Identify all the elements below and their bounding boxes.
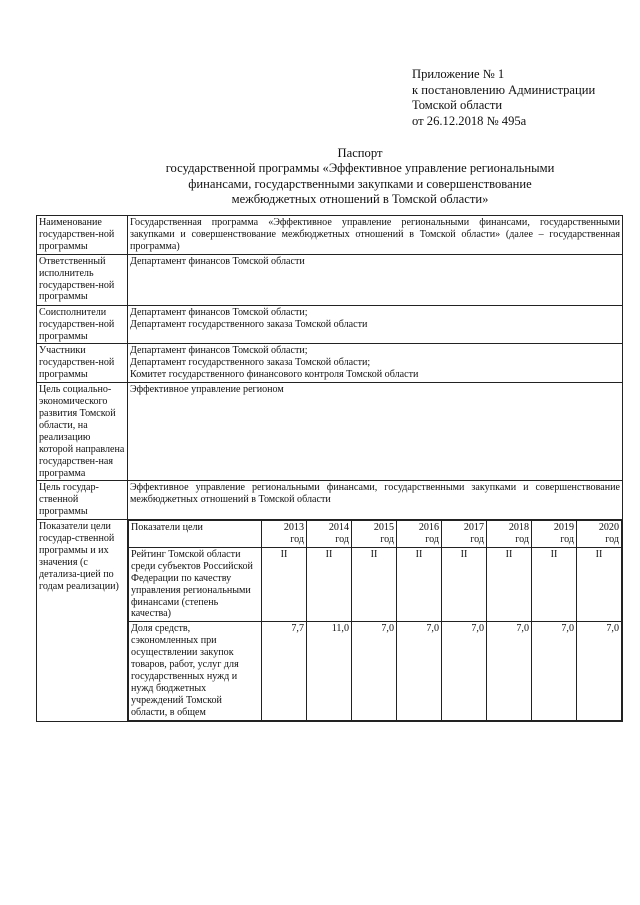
row-program-name	[37, 216, 623, 255]
year-2015-header: 2015 год	[352, 521, 397, 548]
indicator-rating-2016: II	[397, 547, 442, 621]
indicator-rating-2013: II	[262, 547, 307, 621]
row-program-goal	[37, 481, 623, 520]
row-participants	[37, 344, 623, 383]
executor-label: Ответственный исполнитель государствен-ной программы	[37, 254, 128, 305]
year-2013-header: 2013 год	[262, 521, 307, 548]
appendix-line-4: от 26.12.2018 № 495а	[412, 113, 527, 128]
indicator-rating-2020: II	[577, 547, 622, 621]
coexecutors-label: Соисполнители государствен-ной программы	[37, 305, 128, 344]
indicator-rating-2019: II	[532, 547, 577, 621]
passport-heading: Паспорт	[337, 146, 383, 160]
appendix-line-2: к постановлению Администрации	[412, 82, 596, 97]
program-name-label: Наименование государствен-ной программы	[37, 216, 128, 255]
indicator-row-savings	[129, 622, 622, 720]
passport-title-line-1: государственной программы «Эффективное управление региональными	[165, 161, 555, 176]
program-name-value: Государственная программа «Эффективное управление региональными финансами, государственными закупками и совершенствование межбюджетных отношений в Томской области» (далее – государственная программа)	[128, 216, 623, 255]
coexecutor-2: Департамент государственного заказа Томской области	[130, 318, 368, 330]
indicator-savings-2018: 7,0	[487, 622, 532, 720]
participant-2: Департамент государственного заказа Томской области;	[130, 357, 371, 369]
participant-1: Департамент финансов Томской области;	[130, 345, 308, 357]
indicator-rating-2017: II	[442, 547, 487, 621]
indicator-savings-2017: 7,0	[442, 622, 487, 720]
coexecutors-value	[128, 305, 623, 344]
passport-title-line-3: межбюджетных отношений в Томской области»	[231, 191, 489, 206]
appendix-line-3: Томской области	[412, 98, 503, 112]
indicator-row-rating	[129, 547, 622, 621]
indicators-table	[128, 520, 622, 721]
row-indicators	[37, 520, 623, 722]
executor-value: Департамент финансов Томской области	[128, 254, 623, 305]
year-2016-header: 2016 год	[397, 521, 442, 548]
indicators-cell	[128, 520, 623, 722]
indicator-savings-2020: 7,0	[577, 622, 622, 720]
indicator-rating-2018: II	[487, 547, 532, 621]
participants-value	[128, 344, 623, 383]
passport-title-line-2: финансами, государственными закупками и совершенствование	[188, 176, 532, 191]
indicator-savings-2013: 7,7	[262, 622, 307, 720]
year-2017-header: 2017 год	[442, 521, 487, 548]
goal-value: Эффективное управление региональными финансами, государственными закупками и совершенствование межбюджетных отношений в Томской области	[128, 481, 623, 520]
indicator-savings-2014: 11,0	[307, 622, 352, 720]
row-coexecutors	[37, 305, 623, 344]
year-2014-header: 2014 год	[307, 521, 352, 548]
indicator-savings-2016: 7,0	[397, 622, 442, 720]
passport-table	[36, 215, 623, 722]
goal-label: Цель государ-ственной программы	[37, 481, 128, 520]
coexecutor-1: Департамент финансов Томской области;	[130, 306, 308, 318]
indicator-rating-name: Рейтинг Томской области среди субъектов Российской Федерации по качеству управления региональными финансами (степень качества)	[129, 547, 262, 621]
passport-title	[90, 146, 630, 207]
appendix-line-1: Приложение № 1	[412, 67, 505, 81]
participants-label: Участники государствен-ной программы	[37, 344, 128, 383]
year-2020-header: 2020 год	[577, 521, 622, 548]
indicator-savings-2015: 7,0	[352, 622, 397, 720]
year-2018-header: 2018 год	[487, 521, 532, 548]
indicators-label: Показатели цели государ-ственной программы и их значения (с детализа-цией по годам реализации)	[37, 520, 128, 722]
participant-3: Комитет государственного финансового контроля Томской области	[130, 369, 419, 381]
indicator-rating-2014: II	[307, 547, 352, 621]
indicator-savings-2019: 7,0	[532, 622, 577, 720]
indicators-header-row	[129, 521, 622, 548]
indicator-savings-name: Доля средств, сэкономленных при осуществлении закупок товаров, работ, услуг для государственных нужд и нужд бюджетных учреждений Томской области, в общем	[129, 622, 262, 720]
indicators-header: Показатели цели	[129, 521, 262, 548]
row-responsible-executor	[37, 254, 623, 305]
socgoal-label: Цель социально-экономического развития Томской области, на реализацию которой направлена государствен-ная программа	[37, 383, 128, 481]
appendix-block	[412, 67, 595, 129]
socgoal-value: Эффективное управление регионом	[128, 383, 623, 481]
row-socioeconomic-goal	[37, 383, 623, 481]
indicator-rating-2015: II	[352, 547, 397, 621]
year-2019-header: 2019 год	[532, 521, 577, 548]
